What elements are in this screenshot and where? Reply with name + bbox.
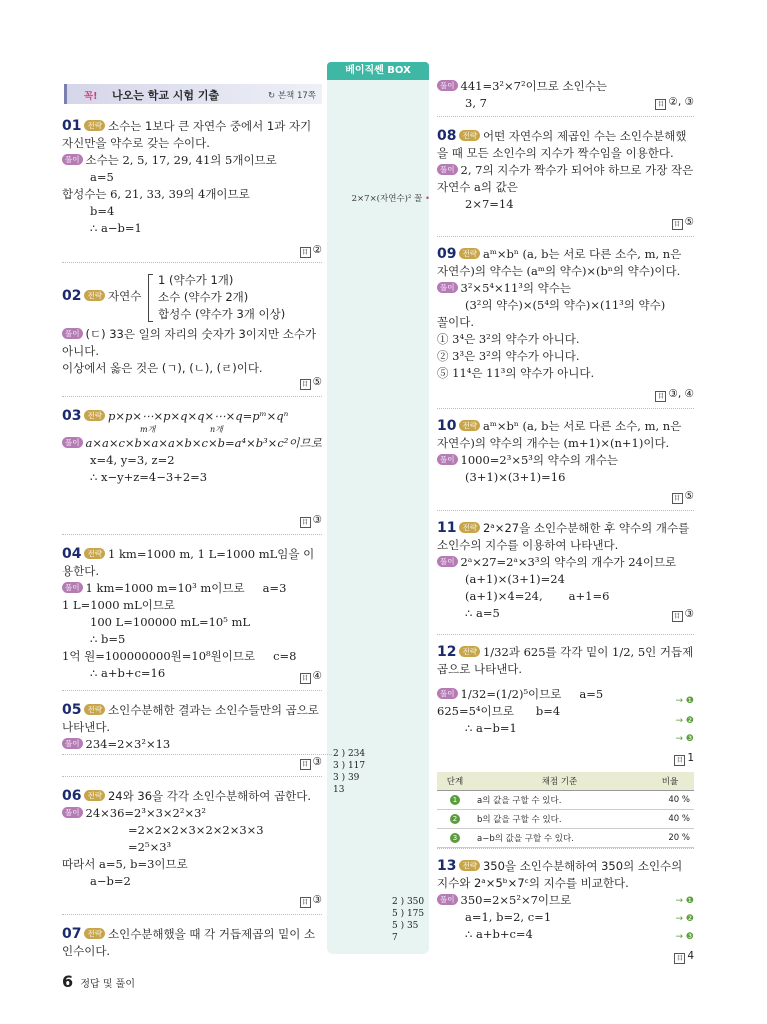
separator <box>62 776 322 777</box>
note-08: 2×7×(자연수)² 꼴 • <box>351 194 430 204</box>
footer-label: 정답 및 풀이 <box>80 979 135 990</box>
separator <box>437 634 694 635</box>
problem-13: 13 전략 350을 소인수분해하여 350의 소인수의 지수와 2ᵃ×5ᵇ×7ᶜ의 지수를 비교한다. 풀이 350=2×5²×7이므로 a=1, b=2, c=1 ∴ a+b+c=4 <box>437 858 683 941</box>
problem-06: 06 전략 24와 36을 각각 소인수분해하여 곱한다. 풀이 24×36=2³×3×2²×3² =2×2×2×3×2×2×3×3 =2⁵×3³ 따라서 a=5, b=3이므로 a−b=2 <box>62 788 312 888</box>
problem-09: 09 전략 aᵐ×bⁿ (a, b는 서로 다른 소수, m, n은 자연수)의 약수는 (aᵐ의 약수)×(bⁿ의 약수)이다. 풀이 3²×5⁴×11³의 약수는 (3²의 약수)×(5⁴의 약수)×(11³의 약수) 꼴이다. ① 3⁴은 3²의 약수가 아니다. ② 3³은 3²의 약수가 아니다. ⑤ 11⁴은 11³의 약수가 아니다. <box>437 246 682 380</box>
answer-10: 目 ⑤ <box>672 490 694 504</box>
step-2: → ❷ <box>675 716 694 726</box>
table-row: 3 a−b의 값을 구할 수 있다. 20 % <box>437 829 694 848</box>
step-3: → ❸ <box>675 734 694 744</box>
header-bar <box>64 84 67 104</box>
header-highlight: 꼭! <box>84 91 98 102</box>
grading-rubric: 단계 채점 기준 비율 1 a의 값을 구할 수 있다. 40 % 2 b의 값을 구할 수 있다. 40 % 3 a−b의 값을 구할 수 있다. 20 % <box>437 772 694 848</box>
answer-01: 目 ② <box>300 244 322 258</box>
answer-07: 目 ②, ③ <box>655 96 694 110</box>
section-header <box>64 84 322 104</box>
step-1: → ❶ <box>675 896 694 906</box>
problem-05: 05 전략 소인수분해한 결과는 소인수들만의 곱으로 나타낸다. 풀이 234=2×3²×13 <box>62 702 319 751</box>
answer-08: 目 ⑤ <box>672 216 694 230</box>
problem-01: 01 전략 소수는 1보다 큰 자연수 중에서 1과 자기 자신만을 약수로 갖는 수이다. 풀이 소수는 2, 5, 17, 29, 41의 5개이므로 a=5 합성수는 6, 21, 33, 39의 4개이므로 b=4 ∴ a−b=1 <box>62 118 312 235</box>
table-row: 1 a의 값을 구할 수 있다. 40 % <box>437 791 694 810</box>
page-number: 6 <box>62 972 74 991</box>
problem-12: 12 전략 1/32과 625를 각각 밑이 1/2, 5인 거듭제곱으로 나타낸다. 풀이 1/32=(1/2)⁵이므로 a=5 625=5⁴이므로 b=4 ∴ a−b=1 <box>437 644 694 735</box>
answer-13: 目 4 <box>674 950 694 964</box>
answer-04: 目 ④ <box>300 670 322 684</box>
answer-03: 目 ③ <box>300 514 322 528</box>
division-350: 2 ) 350 5 ) 175 5 ) 35 7 <box>392 897 425 943</box>
separator <box>62 534 322 535</box>
problem-07-cont: 풀이 441=3²×7²이므로 소인수는 3, 7 <box>437 78 694 112</box>
problem-08: 08 전략 어떤 자연수의 제곱인 수는 소인수분해했을 때 모든 소인수의 지수가 짝수임을 이용한다. 풀이 2, 7의 지수가 짝수가 되어야 하므로 가장 작은 자연수 a의 값은 2×7=14 <box>437 128 694 211</box>
page-footer <box>62 972 135 991</box>
separator <box>62 262 322 263</box>
separator <box>437 848 694 849</box>
table-row: 2 b의 값을 구할 수 있다. 40 % <box>437 810 694 829</box>
separator <box>62 396 322 397</box>
answer-05: 目 ③ <box>300 756 322 770</box>
separator <box>62 690 322 691</box>
problem-04: 04 전략 1 km=1000 m, 1 L=1000 mL임을 이용한다. 풀이 1 km=1000 m=10³ m이므로 a=3 1 L=1000 mL이므로 100 L=100000 mL=10⁵ mL ∴ b=5 1억 원=100000000원=10⁸원이므로 c=8 ∴ a+b+c=16 <box>62 546 315 680</box>
problem-11: 11 전략 2ᵃ×27을 소인수분해한 후 약수의 개수를 소인수의 지수를 이용하여 나타낸다. 풀이 2ᵃ×27=2ᵃ×3³의 약수의 개수가 24이므로 (a+1)×(3+1)=24 (a+1)×4=24, a+1=6 ∴ a=5 <box>437 520 690 620</box>
header-reference: ↻ 본책 17쪽 <box>268 91 316 101</box>
answer-06: 目 ③ <box>300 894 322 908</box>
answer-09: 目 ③, ④ <box>655 388 694 402</box>
division-234: 2 ) 234 3 ) 117 3 ) 39 13 <box>333 749 366 795</box>
problem-10: 10 전략 aᵐ×bⁿ (a, b는 서로 다른 소수, m, n은 자연수)의 약수의 개수는 (m+1)×(n+1)이다. 풀이 1000=2³×5³의 약수의 개수는 (3+1)×(3+1)=16 <box>437 418 682 484</box>
separator <box>437 510 694 511</box>
problem-02: 02 전략 자연수 1 (약수가 1개) 소수 (약수가 2개) 합성수 (약수가 3개 이상) 풀이 (ㄷ) 33은 일의 자리의 숫자가 3이지만 소수가 아니다. 이상에서 옳은 것은 (ㄱ), (ㄴ), (ㄹ)이다. <box>62 273 317 375</box>
separator <box>437 236 694 237</box>
separator <box>437 408 694 409</box>
header-title: 나오는 학교 시험 기출 <box>112 89 220 102</box>
answer-02: 目 ⑤ <box>300 376 322 390</box>
separator <box>437 116 694 117</box>
problem-03: 03 전략 p×p×⋯×p×q×q×⋯×q=pᵐ×qⁿ m개 n개 풀이 a×a×c×b×a×a×b×c×b=a⁴×b³×c²이므로 x=4, y=3, z=2 ∴ x−y+z=4−3+2=3 <box>62 408 322 484</box>
leader-line <box>62 754 332 755</box>
answer-11: 目 ③ <box>672 608 694 622</box>
step-1: → ❶ <box>675 696 694 706</box>
separator <box>62 914 322 915</box>
problem-07: 07 전략 소인수분해했을 때 각 거듭제곱의 밑이 소인수이다. <box>62 926 316 958</box>
step-2: → ❷ <box>675 914 694 924</box>
step-3: → ❸ <box>675 932 694 942</box>
answer-12: 目 1 <box>674 752 694 766</box>
basic-box-tab: 베이직쎈 BOX <box>327 62 429 80</box>
